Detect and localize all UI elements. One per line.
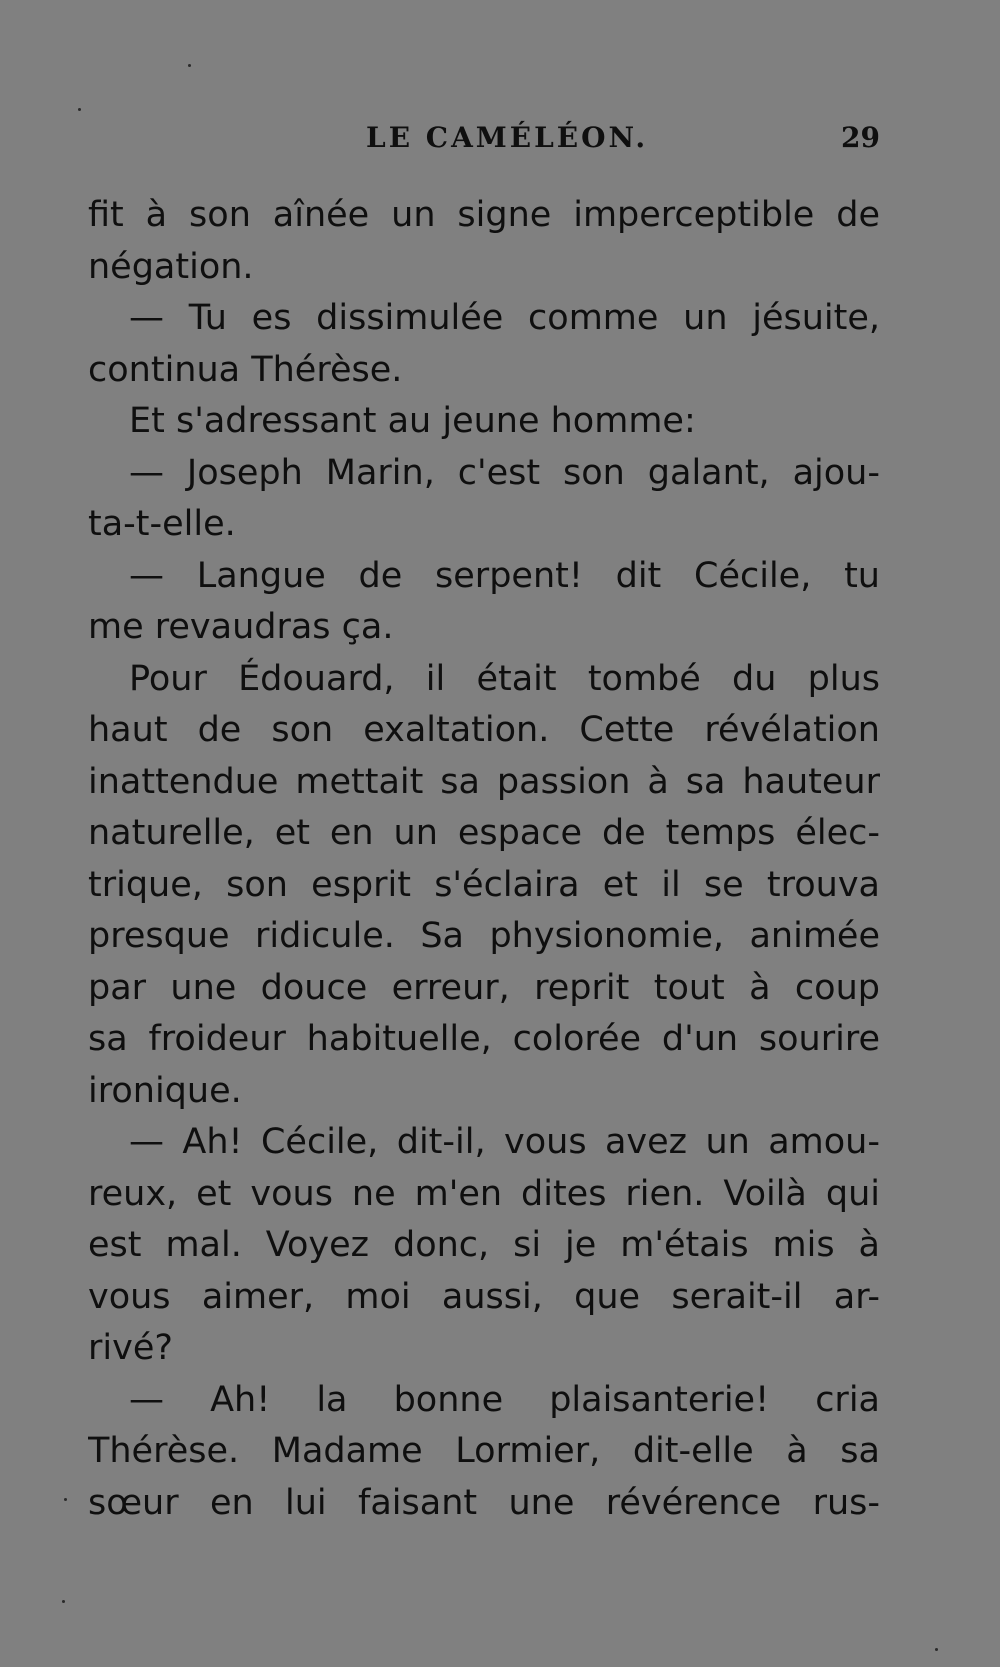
text-line: — Tu es dissimulée comme un jésuite, <box>129 298 880 338</box>
text-line: naturelle, et en un espace de temps élec- <box>88 813 880 853</box>
paper-speck <box>78 108 81 111</box>
body-text <box>88 190 880 1529</box>
text-line: — Ah! Cécile, dit-il, vous avez un amou- <box>129 1122 880 1162</box>
text-line: reux, et vous ne m'en dites rien. Voilà qui <box>88 1173 880 1214</box>
text-line: me revaudras ça. <box>88 607 394 647</box>
text-line: haut de son exaltation. Cette révélation <box>88 710 880 750</box>
text-line: trique, son esprit s'éclaira et il se trouva <box>88 864 880 905</box>
running-title: LE CAMÉLÉON. <box>366 121 649 154</box>
text-line: — Joseph Marin, c'est son galant, ajou- <box>129 452 880 493</box>
text-line: continua Thérèse. <box>88 349 403 390</box>
text-line: rivé? <box>88 1328 173 1368</box>
text-line: négation. <box>88 246 254 287</box>
paper-speck <box>64 1498 67 1501</box>
text-line: par une douce erreur, reprit tout à coup <box>88 967 880 1008</box>
text-line: ta-t-elle. <box>88 504 236 544</box>
text-line: — Ah! la bonne plaisanterie! cria <box>129 1379 880 1420</box>
text-line: Et s'adressant au jeune homme: <box>129 401 696 441</box>
page-number: 29 <box>841 121 880 154</box>
text-line: ironique. <box>88 1070 242 1111</box>
text-line: sœur en lui faisant une révérence rus- <box>88 1482 880 1523</box>
text-line: Pour Édouard, il était tombé du plus <box>129 658 880 699</box>
text-line: fit à son aînée un signe imperceptible de <box>88 195 880 235</box>
text-line: sa froideur habituelle, colorée d'un sourire <box>88 1019 880 1059</box>
paper-speck <box>935 1648 938 1651</box>
paper-speck <box>188 64 191 67</box>
text-line: est mal. Voyez donc, si je m'étais mis à <box>88 1225 880 1265</box>
text-line: presque ridicule. Sa physionomie, animée <box>88 916 880 956</box>
text-line: — Langue de serpent! dit Cécile, tu <box>129 555 880 596</box>
text-line: inattendue mettait sa passion à sa hauteur <box>88 761 880 802</box>
text-line: vous aimer, moi aussi, que serait-il ar- <box>88 1276 880 1317</box>
paper-speck <box>62 1600 65 1603</box>
running-head <box>88 118 880 158</box>
text-line: Thérèse. Madame Lormier, dit-elle à sa <box>88 1431 880 1471</box>
